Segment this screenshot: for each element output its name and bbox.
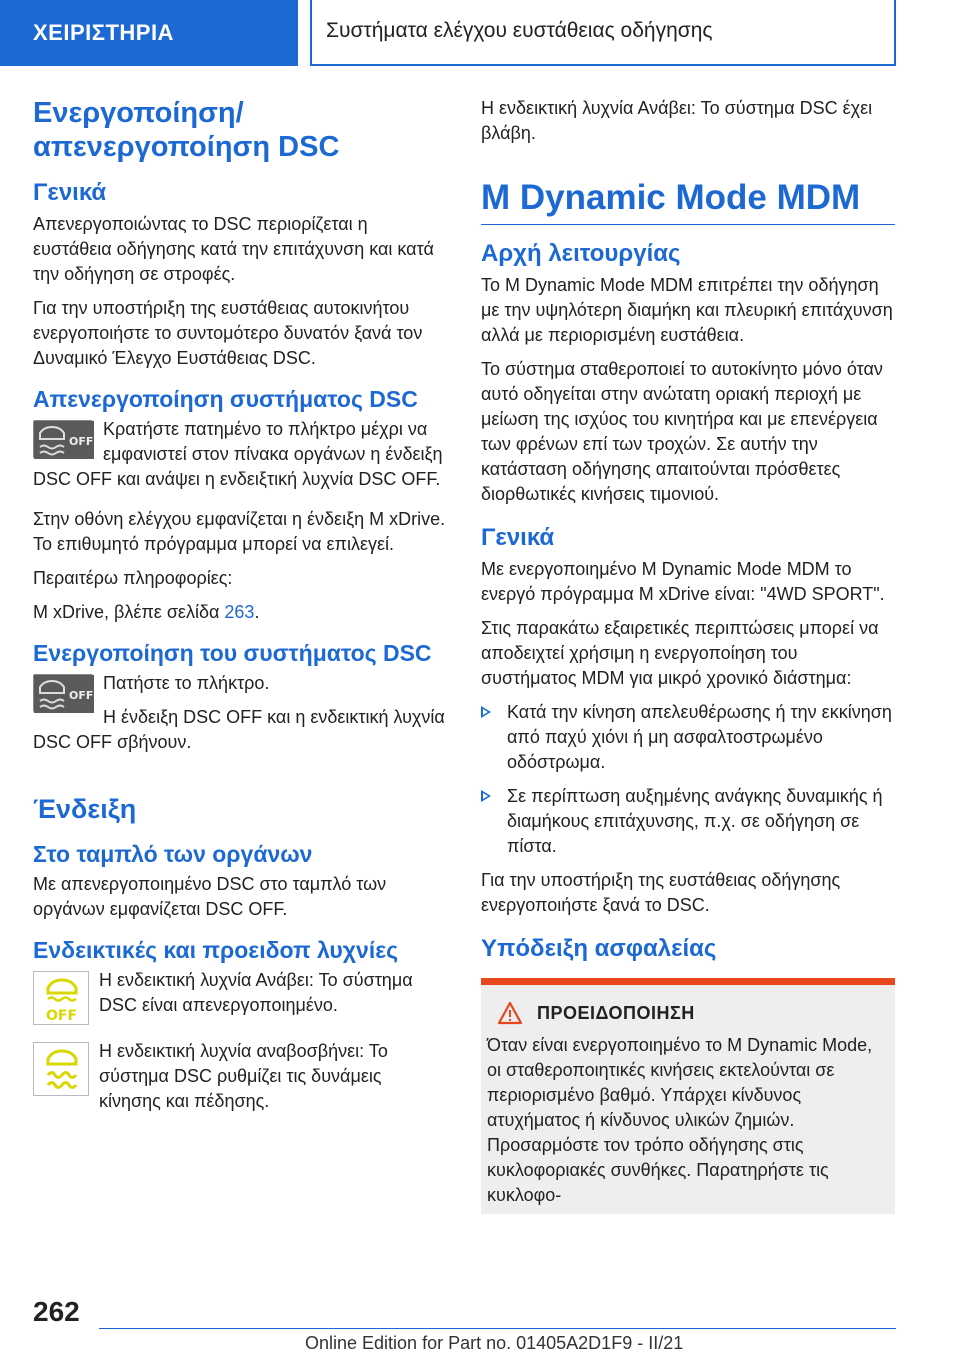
page-header <box>0 0 960 68</box>
mdm-general-heading: Γενικά <box>481 524 555 551</box>
warning-box <box>481 978 895 1214</box>
page-number: 262 <box>33 1296 80 1327</box>
dsc-off-lamp-icon <box>33 971 89 1025</box>
svg-text:OFF: OFF <box>69 689 94 702</box>
exception-list <box>481 700 895 859</box>
svg-text:OFF: OFF <box>46 1008 78 1024</box>
footer-edition: Online Edition for Part no. 01405A2D1F9 - II/21 <box>305 1333 684 1353</box>
principle-paragraph-1: Το M Dynamic Mode MDM επιτρέπει την οδήγηση με την υψηλότερη διαμήκη και πλευρική επιτάχυνση αλλά με περιορισμένη ευστάθεια. <box>481 275 893 345</box>
warning-header <box>487 1001 885 1025</box>
warning-triangle-icon <box>497 1001 523 1025</box>
cluster-paragraph: Με απενεργοποιημένο DSC στο ταμπλό των οργάνων εμφανίζεται DSC OFF. <box>33 874 387 919</box>
deactivation-heading: Απενεργοποίηση συστήματος DSC <box>33 386 418 412</box>
display-heading: Ένδειξη <box>33 794 137 824</box>
deactivation-block <box>33 417 448 501</box>
dsc-off-button-icon <box>33 420 93 458</box>
lamp-text-3: Η ενδεικτική λυχνία Ανάβει: Το σύστημα DSC έχει βλάβη. <box>481 98 873 143</box>
deactivation-paragraph-2: Στην οθόνη ελέγχου εμφανίζεται η ένδειξη M xDrive. Το επιθυμητό πρόγραμμα μπορεί να επιλεγεί. <box>33 509 446 554</box>
dsc-off-button-icon <box>33 674 93 712</box>
triangle-bullet-icon <box>481 706 491 718</box>
mdm-general-paragraph-1: Με ενεργοποιημένο M Dynamic Mode MDM το ενεργό πρόγραμμα M xDrive είναι: "4WD SPORT". <box>481 559 885 604</box>
safety-heading: Υπόδειξη ασφαλείας <box>481 935 717 962</box>
activation-paragraph-2: Η ένδειξη DSC OFF και η ενδεικτική λυχνία DSC OFF σβήνουν. <box>33 707 445 752</box>
activation-block <box>33 671 448 764</box>
principle-paragraph-2: Το σύστημα σταθεροποιεί το αυτοκίνητο μόνο όταν αυτό οδηγείται στην ανώτατη οριακή περιοχή με μείωση της ισχύος του κινητήρα και με επενέργεια των φρένων επί των τροχών. Σε αυτήν την κατάσταση οδήγησης απαιτούνται πρόσθετες διορθωτικές κινήσεις τιμονιού. <box>481 359 883 504</box>
dsc-title: Ενεργοποίηση/απενεργοποίηση DSC <box>33 97 340 163</box>
mdm-title: M Dynamic Mode MDM <box>481 176 895 225</box>
cluster-heading: Στο ταμπλό των οργάνων <box>33 841 313 867</box>
svg-text:OFF: OFF <box>69 435 94 448</box>
left-column <box>33 96 448 1123</box>
warning-title: ΠΡΟΕΙΔΟΠΟΙΗΣΗ <box>537 1002 695 1023</box>
warning-text: Όταν είναι ενεργοποιημένο το M Dynamic Mode, οι σταθεροποιητικές κινήσεις εκτελούνται σε περιορισμένο βαθμό. Υπάρχει κίνδυνος ατυχήματος ή κίνδυνος υλικών ζημιών. Προσαρμόστε τον τρόπο οδήγησης στις κυκλοφοριακές συνθήκες. Παρατηρήστε τις κυκλοφο- <box>487 1035 873 1205</box>
principle-heading: Αρχή λειτουργίας <box>481 240 681 267</box>
lamps-heading: Ενδεικτικές και προειδοπ λυχνίες <box>33 937 399 963</box>
chapter-tab[interactable]: Συστήματα ελέγχου ευστάθειας οδήγησης <box>310 0 896 66</box>
list-item: Σε περίπτωση αυξημένης ανάγκης δυναμικής ή διαμήκους επιτάχυνσης, π.χ. σε οδήγηση σε πίστα. <box>481 784 895 859</box>
general-paragraph-2: Για την υποστήριξη της ευστάθειας αυτοκινήτου ενεργοποιήστε το συντομότερο δυνατόν ξανά τον Δυναμικό Έλεγχο Ευστάθειας DSC. <box>33 298 423 368</box>
general-heading: Γενικά <box>33 179 107 206</box>
dsc-active-lamp-icon <box>33 1042 89 1096</box>
mdm-general-paragraph-3: Για την υποστήριξη της ευστάθειας οδήγησης ενεργοποιήστε ξανά το DSC. <box>481 870 841 915</box>
deactivation-paragraph-1: Κρατήστε πατημένο το πλήκτρο μέχρι να εμφανιστεί στον πίνακα οργάνων η ένδειξη DSC OFF και ανάψει η ενδειξτική λυχνία DSC OFF. <box>33 419 443 489</box>
mdm-general-paragraph-2: Στις παρακάτω εξαιρετικές περιπτώσεις μπορεί να αποδειχτεί χρήσιμη η ενεργοποίηση του συστήματος MDM για μικρό χρονικό διάστημα: <box>481 618 879 688</box>
section-tab[interactable]: ΧΕΙΡΙΣΤΗΡΙΑ <box>0 0 298 66</box>
lamp-block-2 <box>33 1039 448 1123</box>
list-item: Κατά την κίνηση απελευθέρωσης ή την εκκίνηση από παχύ χιόνι ή μη ασφαλτοστρωμένο οδόστρωμα. <box>481 700 895 775</box>
lamp-text-2: Η ενδεικτική λυχνία αναβοσβήνει: Το σύστημα DSC ρυθμίζει τις δυνάμεις κίνησης και πέδησης. <box>99 1041 388 1111</box>
general-paragraph-1: Απενεργοποιώντας το DSC περιορίζεται η ευστάθεια οδήγησης κατά την επιτάχυνση και κατά την οδήγηση σε στροφές. <box>33 214 434 284</box>
lamp-text-1: Η ενδεικτική λυχνία Ανάβει: Το σύστημα DSC είναι απενεργοποιημένο. <box>99 970 413 1015</box>
right-column <box>481 96 895 1214</box>
deactivation-paragraph-3: Περαιτέρω πληροφορίες: <box>33 568 233 588</box>
footer-divider <box>99 1328 896 1329</box>
page-link-263[interactable]: 263 <box>224 602 255 622</box>
activation-paragraph-1: Πατήστε το πλήκτρο. <box>103 673 270 693</box>
deactivation-paragraph-4: M xDrive, βλέπε σελίδα 263. <box>33 602 260 622</box>
triangle-bullet-icon <box>481 790 491 802</box>
activation-heading: Ενεργοποίηση του συστήματος DSC <box>33 640 432 666</box>
lamp-block-1 <box>33 968 448 1029</box>
